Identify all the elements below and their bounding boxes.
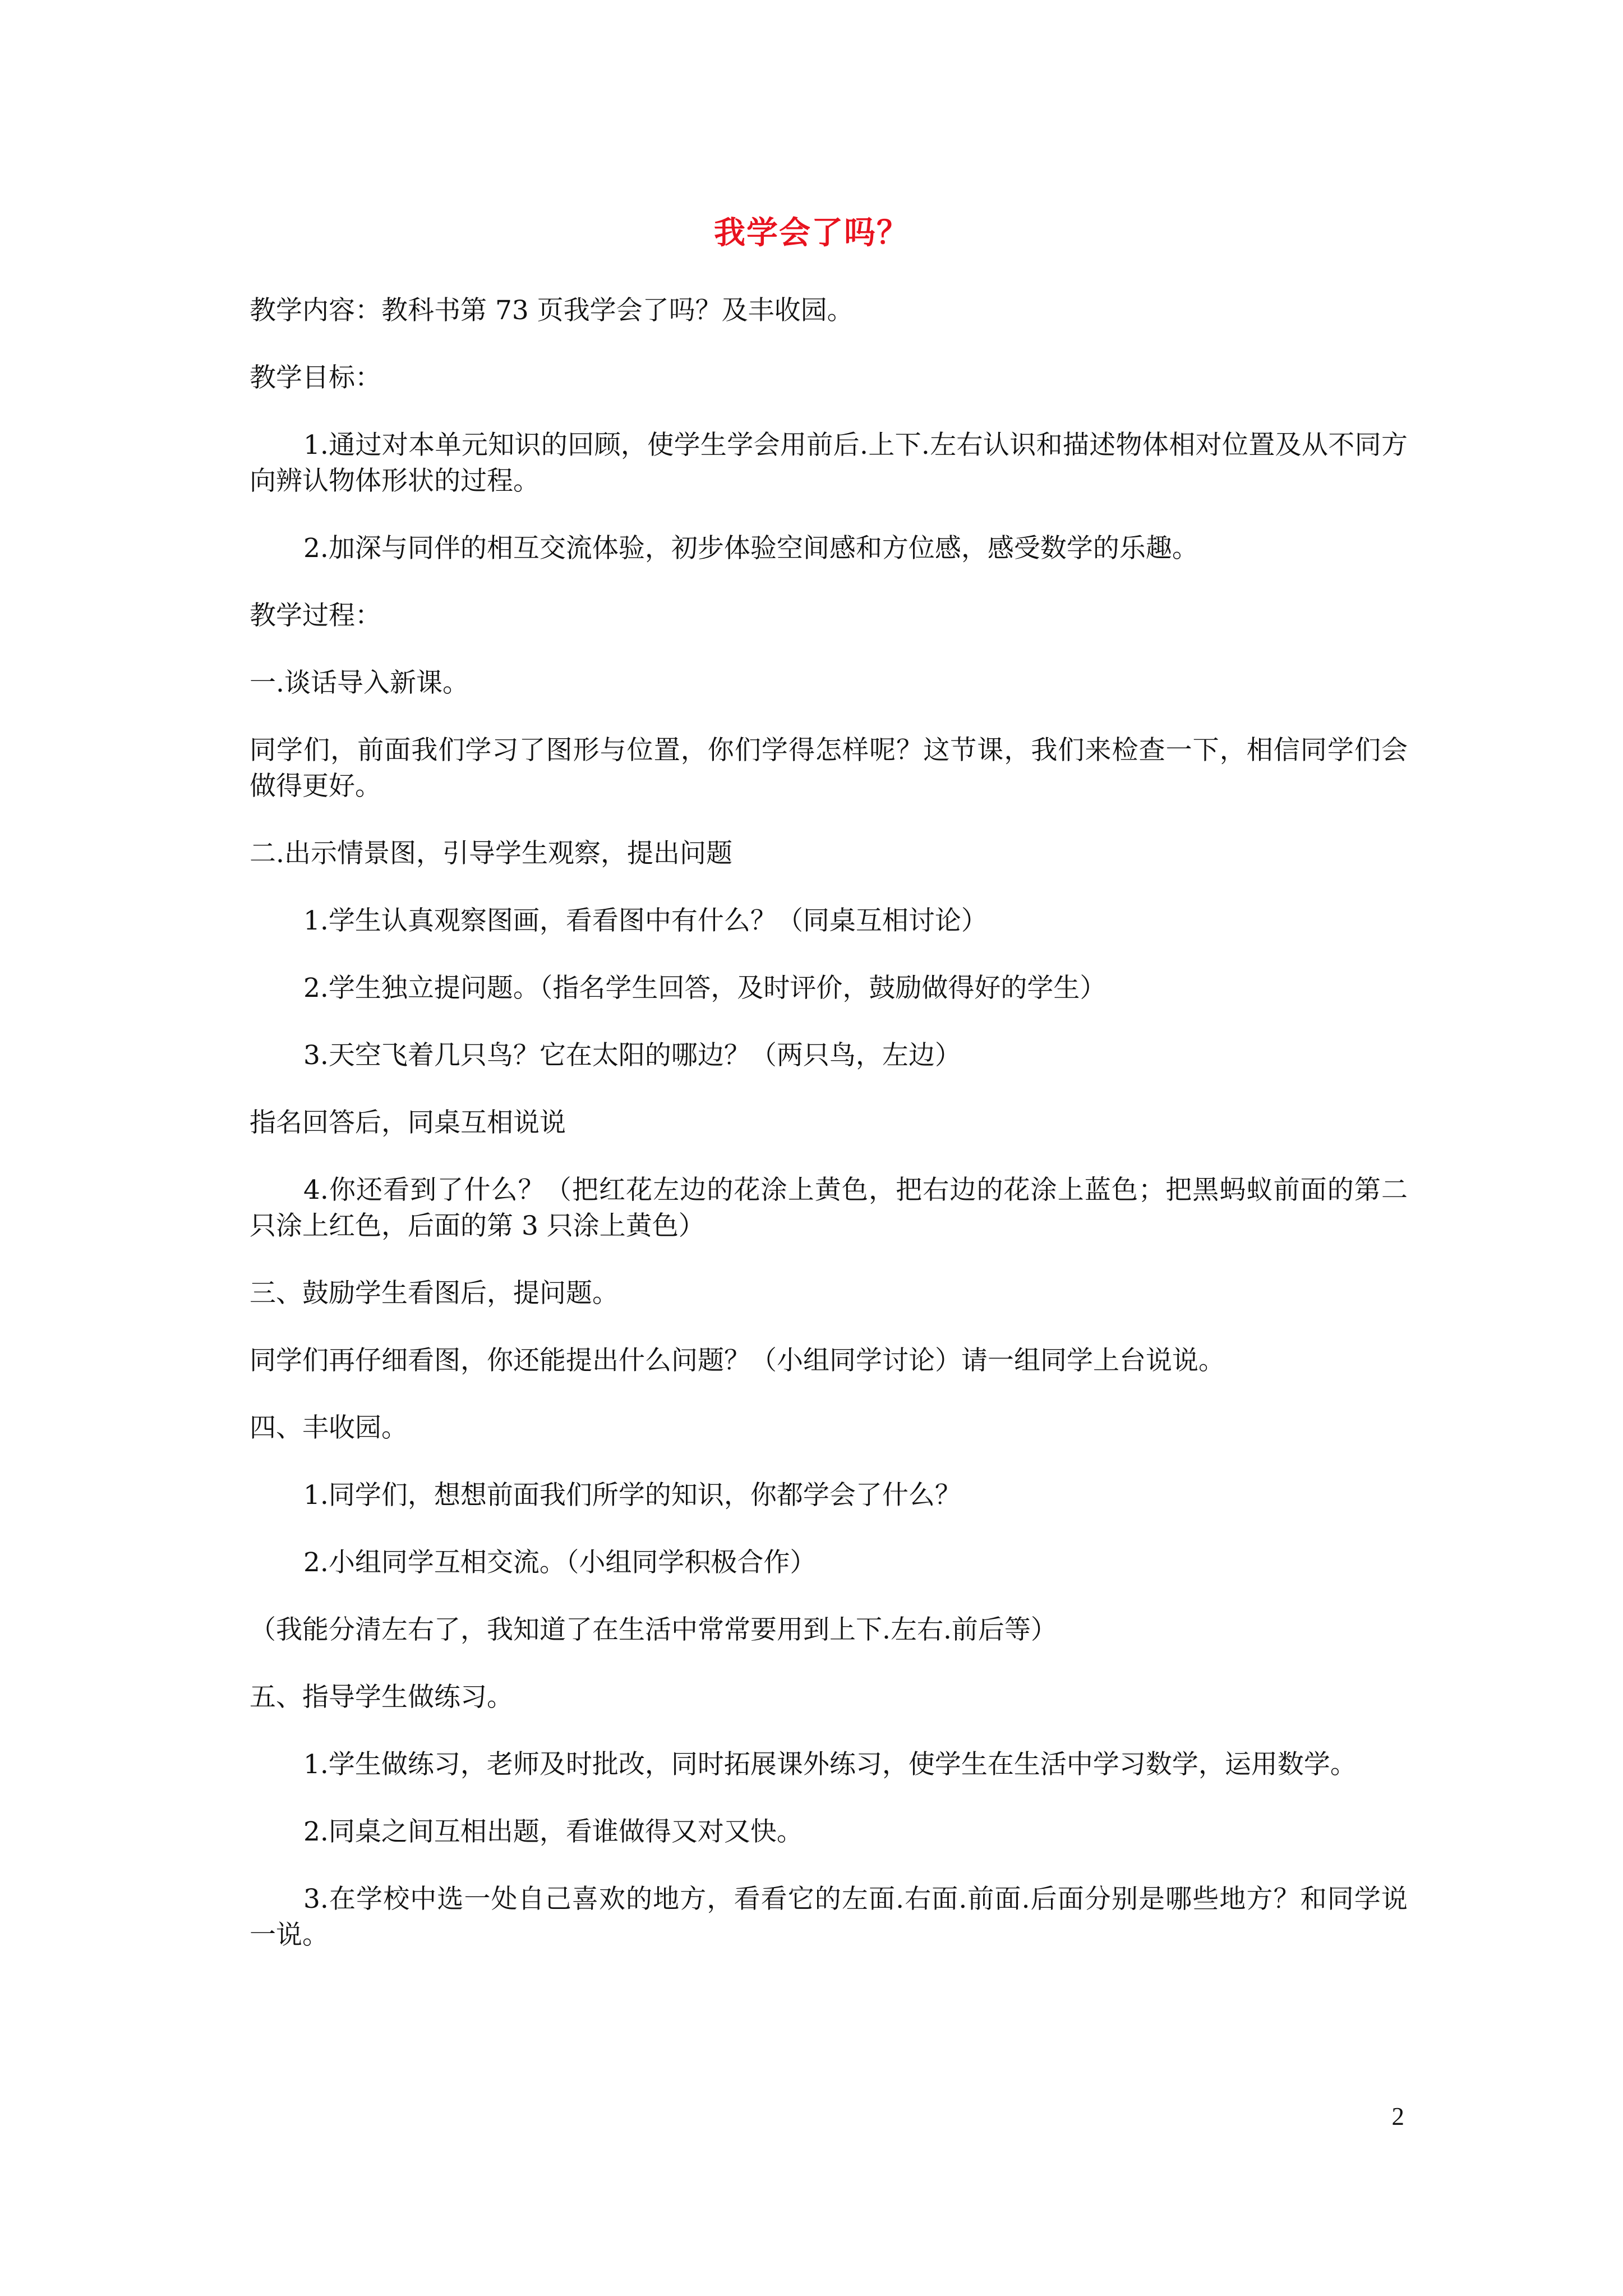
section-heading-5: 五、指导学生做练习。 bbox=[250, 1682, 513, 1713]
paragraph-step-2-4: 4.你还看到了什么？（把红花左边的花涂上黄色，把右边的花涂上蓝色；把黑蚂蚁前面的第二只涂上红色，后面的第 3 只涂上黄色） bbox=[250, 1175, 1408, 1241]
paragraph-section-3-body: 同学们再仔细看图，你还能提出什么问题？（小组同学讨论）请一组同学上台说说。 bbox=[250, 1345, 1225, 1376]
paragraph-step-5-1: 1.学生做练习，老师及时批改，同时拓展课外练习，使学生在生活中学习数学，运用数学。 bbox=[303, 1749, 1357, 1780]
document-title: 我学会了吗？ bbox=[714, 214, 909, 251]
paragraph-step-2-3: 3.天空飞着几只鸟？它在太阳的哪边？（两只鸟，左边） bbox=[303, 1040, 961, 1071]
paragraph-step-5-3: 3.在学校中选一处自己喜欢的地方，看看它的左面.右面.前面.后面分别是哪些地方？和同学说一说。 bbox=[250, 1884, 1408, 1950]
paragraph-teaching-goals-heading: 教学目标： bbox=[250, 362, 381, 393]
paragraph-goal-2: 2.加深与同伴的相互交流体验，初步体验空间感和方位感，感受数学的乐趣。 bbox=[303, 533, 1198, 564]
paragraph-step-4-1: 1.同学们，想想前面我们所学的知识，你都学会了什么？ bbox=[303, 1480, 961, 1511]
section-heading-4: 四、丰收园。 bbox=[250, 1412, 408, 1443]
section-heading-2: 二.出示情景图，引导学生观察，提出问题 bbox=[250, 838, 732, 869]
section-heading-1: 一.谈话导入新课。 bbox=[250, 668, 469, 698]
section-heading-3: 三、鼓励学生看图后，提问题。 bbox=[250, 1278, 619, 1309]
paragraph-step-2-2: 2.学生独立提问题。（指名学生回答，及时评价，鼓励做得好的学生） bbox=[303, 973, 1106, 1004]
paragraph-intro-talk: 同学们，前面我们学习了图形与位置，你们学得怎样呢？这节课，我们来检查一下，相信同学们会做得更好。 bbox=[250, 735, 1408, 802]
page-number: 2 bbox=[1391, 2102, 1404, 2131]
document-body bbox=[250, 293, 1408, 1985]
paragraph-step-5-2: 2.同桌之间互相出题，看谁做得又对又快。 bbox=[303, 1816, 803, 1847]
paragraph-process-heading: 教学过程： bbox=[250, 600, 381, 631]
paragraph-step-4-note: （我能分清左右了，我知道了在生活中常常要用到上下.左右.前后等） bbox=[250, 1614, 1057, 1645]
paragraph-step-2-1: 1.学生认真观察图画，看看图中有什么？（同桌互相讨论） bbox=[303, 905, 988, 936]
paragraph-step-4-2: 2.小组同学互相交流。（小组同学积极合作） bbox=[303, 1547, 817, 1578]
paragraph-goal-1: 1.通过对本单元知识的回顾，使学生学会用前后.上下.左右认识和描述物体相对位置及从不同方向辨认物体形状的过程。 bbox=[250, 430, 1408, 496]
paragraph-teaching-content: 教学内容：教科书第 73 页我学会了吗？及丰收园。 bbox=[250, 295, 854, 326]
paragraph-step-2-note: 指名回答后，同桌互相说说 bbox=[250, 1107, 566, 1138]
